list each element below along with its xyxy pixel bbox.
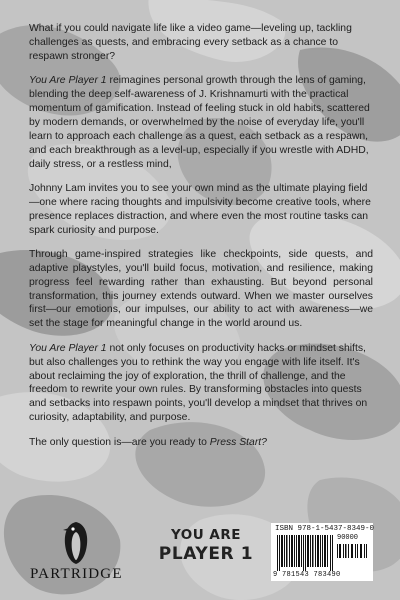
press-start-italic: Press Start?: [209, 436, 267, 448]
paragraph-strategies: Through game-inspired strategies like checkpoints, side quests, and adaptive playstyles, you'll build focus, motivation, and resilience, making progress feel rewarding rather than exhausting. But beyond personal transformation, this journey extends outward. When we master ourselves first—our emotions, our impulses, our ability to act with awareness—we set the stage for meaningful change in the world around us.: [29, 248, 373, 330]
barcode-bars: [277, 535, 333, 571]
book-title-italic: You Are Player 1: [29, 75, 107, 87]
publisher-name: PARTRIDGE: [30, 566, 123, 582]
spine-title: [151, 527, 261, 565]
isbn-barcode: [271, 523, 373, 581]
publisher-logo: [30, 520, 140, 580]
paragraph-invitation: Johnny Lam invites you to see your own mind as the ultimate playing field—one where racing thoughts and impulsivity become creative tools, where presence replaces distraction, and where even the most routine tasks can spark curiosity and purpose.: [29, 182, 371, 236]
penguin-icon: [58, 520, 94, 566]
book-title-italic: You Are Player 1: [29, 342, 107, 354]
intro-paragraph: What if you could navigate life like a video game—leveling up, tackling challenges as quests, and embracing every setback as a chance to respawn stronger?: [29, 23, 352, 62]
title-line-2: PLAYER 1: [158, 544, 254, 564]
title-line-1: YOU ARE: [171, 527, 241, 543]
paragraph-reimagines: You Are Player 1 reimagines personal growth through the lens of gaming, blending the deep self-awareness of J. Krishnamurti with the practical momentum of gamification. Instead of feeling stuck in old habits, scattered by modern demands, or overwhelmed by the noise of everyday life, you'll learn to approach each challenge as a quest, each setback as a respawn, and each breakthrough as a level-up, especially if you wrestle with ADHD, daily stress, or a restless mind,: [29, 75, 370, 170]
price-barcode-bars: [335, 536, 369, 558]
price-code: 90000: [337, 534, 359, 542]
back-cover-copy: [29, 22, 373, 460]
closing-question: The only question is—are you ready to Press Start?: [29, 436, 267, 448]
paragraph-rethink: You Are Player 1 not only focuses on productivity hacks or mindset shifts, but also challenges you to rethink the way you engage with life itself. It's about reclaiming the joy of exploration, the thrill of challenge, and the freedom to rewrite your own rules. By transforming obstacles into quests and setbacks into respawn points, you'll develop a mindset that thrives on curiosity, adaptability, and purpose.: [29, 342, 368, 424]
isbn-label: ISBN 978-1-5437-8349-0: [275, 525, 375, 533]
barcode-digits: 9 781543 783490: [273, 571, 341, 579]
